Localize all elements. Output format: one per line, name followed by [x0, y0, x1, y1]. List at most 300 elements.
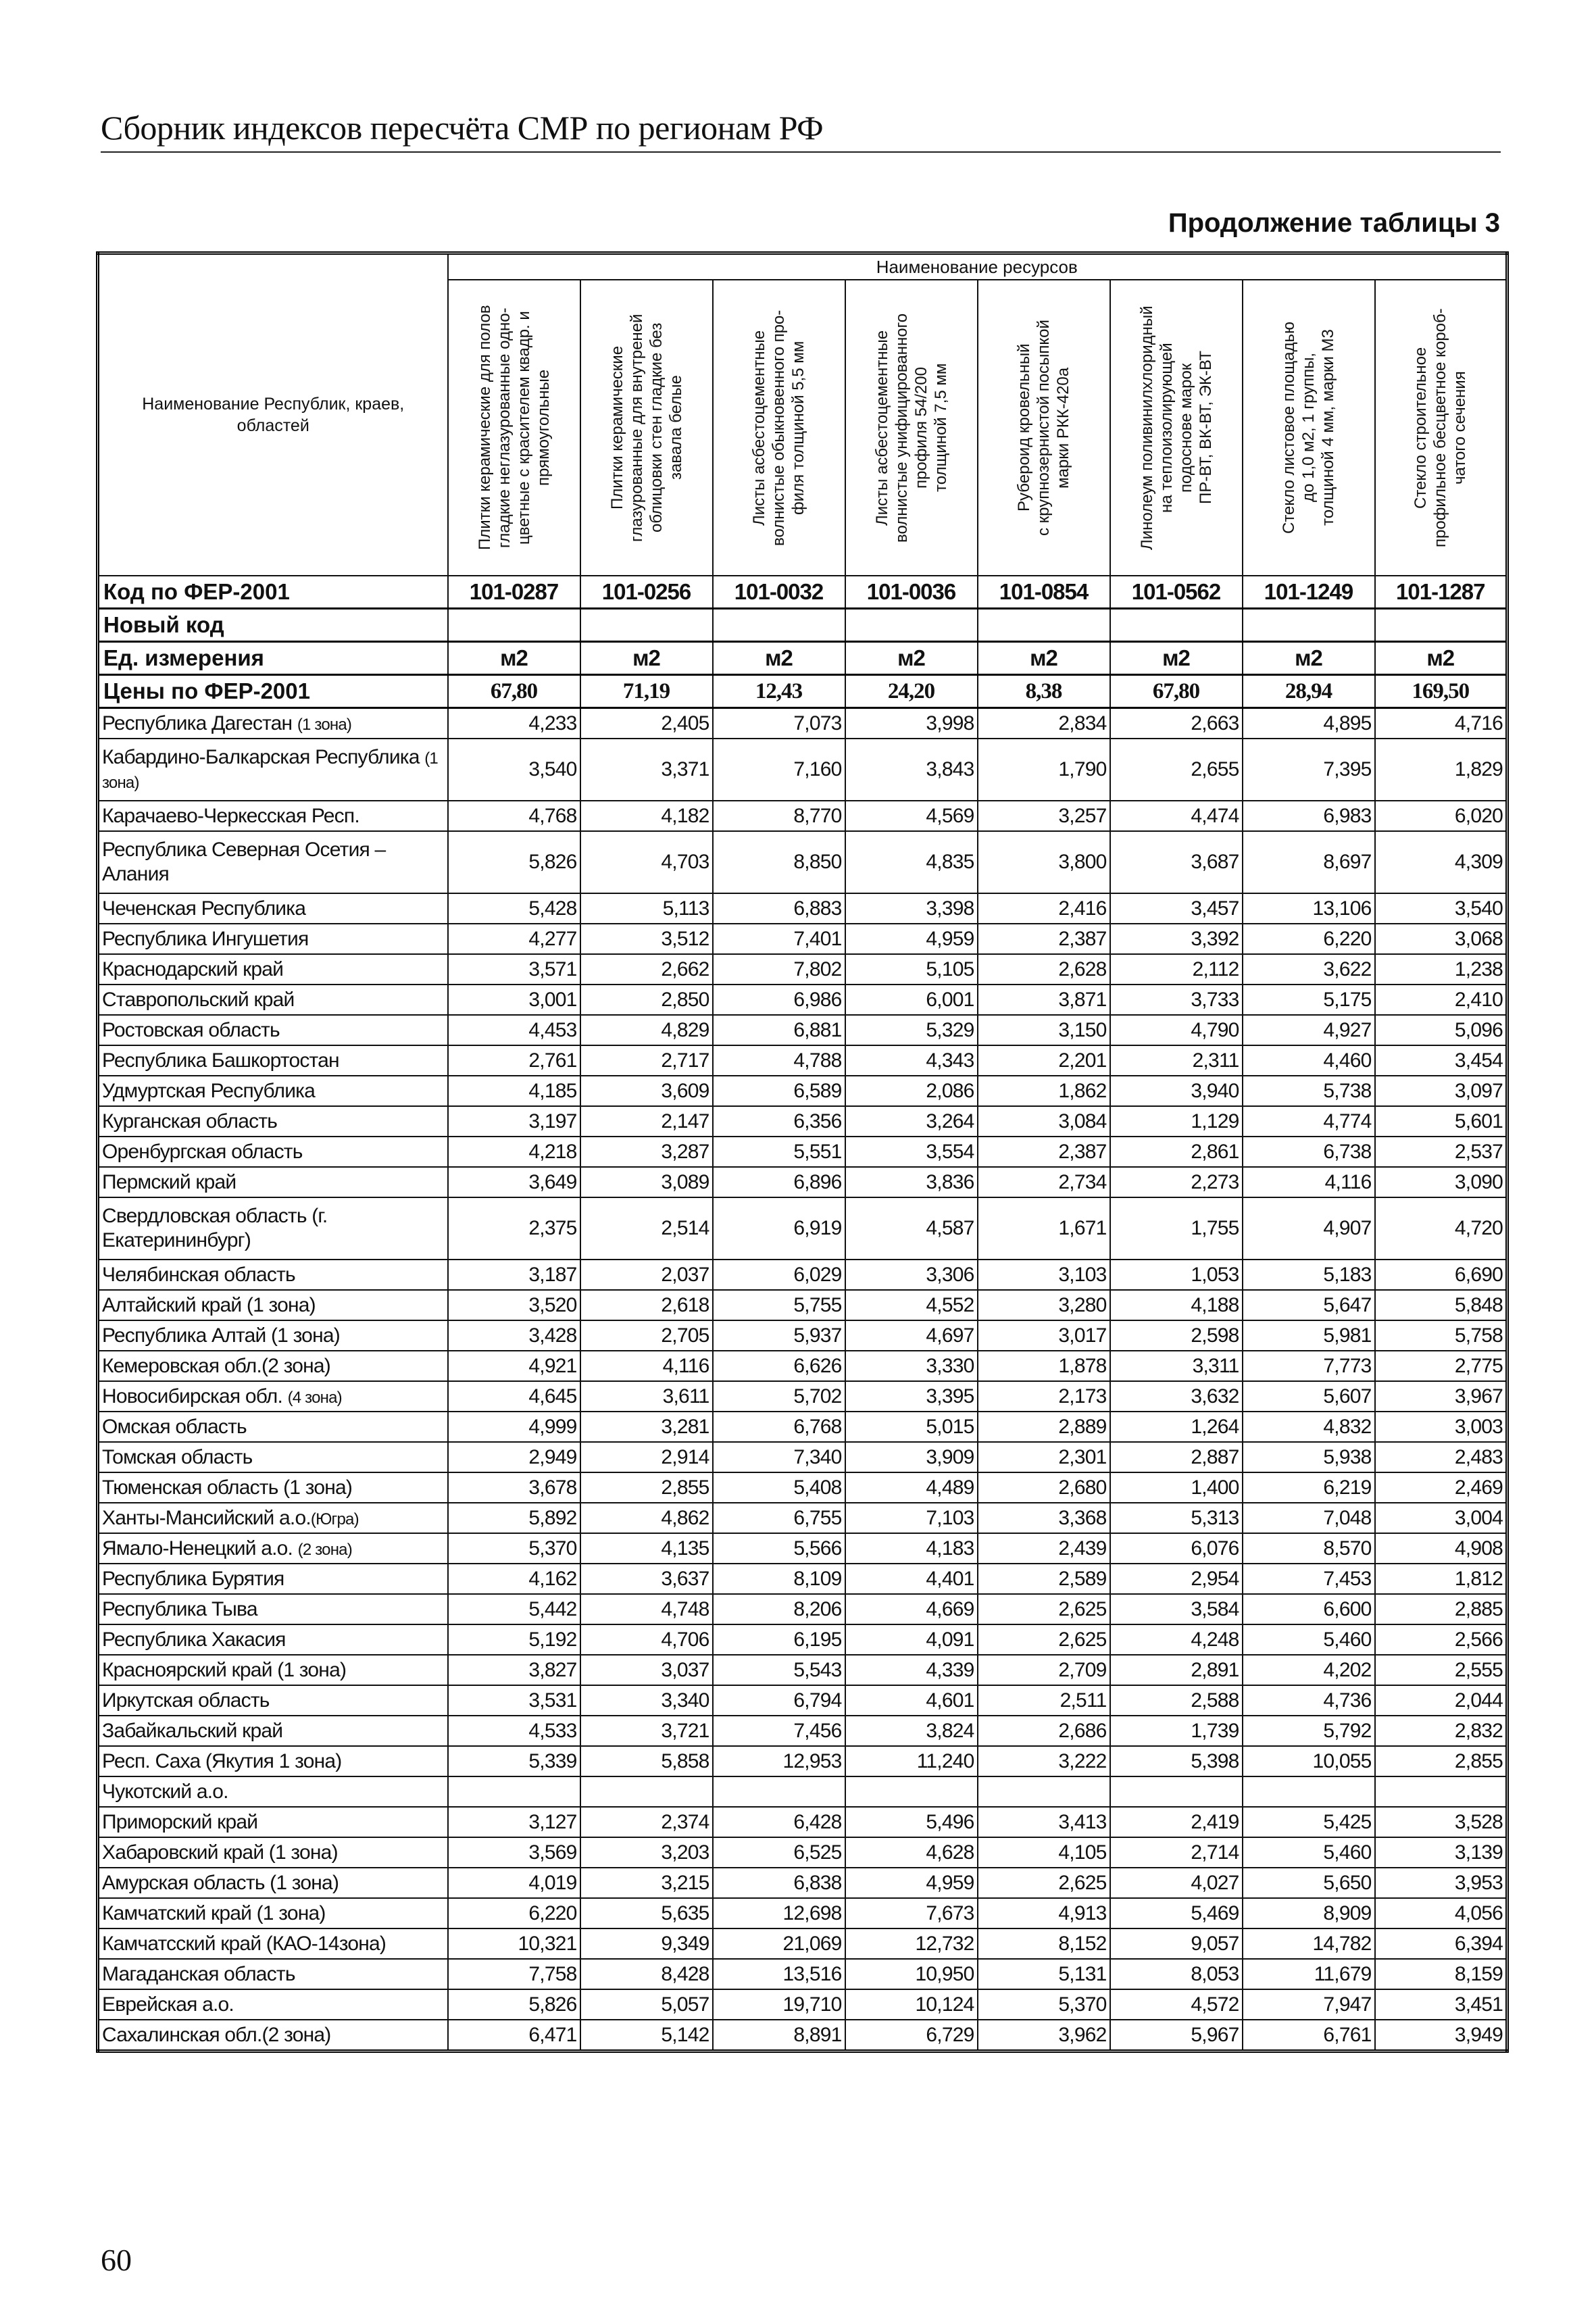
index-value-cell: 4,628: [845, 1837, 978, 1868]
index-value-cell: 8,770: [713, 801, 845, 831]
region-name: Амурская область (1 зона): [102, 1871, 339, 1894]
index-value-cell: 6,768: [713, 1412, 845, 1442]
new-code-cell: [448, 609, 580, 642]
index-value-cell: 3,632: [1110, 1381, 1243, 1412]
index-value-cell: 6,356: [713, 1106, 845, 1137]
index-value-cell: 3,001: [448, 985, 580, 1015]
table-row: [98, 1260, 1507, 1290]
resource-column-header: [448, 280, 580, 576]
table-row: [98, 1716, 1507, 1746]
index-value-cell: 3,398: [845, 893, 978, 924]
region-name-cell: [98, 1685, 448, 1716]
index-value-cell: 4,697: [845, 1320, 978, 1351]
resource-column-header: [1243, 280, 1375, 576]
table-row: [98, 1928, 1507, 1959]
price-label: Цены по ФЕР-2001: [98, 675, 448, 708]
table-row: [98, 1959, 1507, 1989]
region-name-cell: [98, 1746, 448, 1776]
table-row: [98, 1472, 1507, 1503]
index-value-cell: 4,185: [448, 1076, 580, 1106]
index-value-cell: 1,129: [1110, 1106, 1243, 1137]
index-value-cell: 2,717: [580, 1045, 713, 1076]
index-value-cell: 6,589: [713, 1076, 845, 1106]
index-value-cell: 4,569: [845, 801, 978, 831]
region-name: Ханты-Мансийский а.о.: [102, 1506, 311, 1529]
region-name-cell: [98, 1959, 448, 1989]
region-name-cell: [98, 1898, 448, 1928]
index-value-cell: 2,628: [978, 954, 1110, 985]
index-value-cell: 2,439: [978, 1533, 1110, 1564]
region-name: Республика Алтай (1 зона): [102, 1324, 340, 1347]
index-value-cell: 7,773: [1243, 1351, 1375, 1381]
index-value-cell: 14,782: [1243, 1928, 1375, 1959]
region-name-cell: [98, 1989, 448, 2020]
index-value-cell: 9,349: [580, 1928, 713, 1959]
index-value-cell: 4,601: [845, 1685, 978, 1716]
index-value-cell: 3,622: [1243, 954, 1375, 985]
index-value-cell: 6,983: [1243, 801, 1375, 831]
index-value-cell: 3,721: [580, 1716, 713, 1746]
index-value-cell: 2,311: [1110, 1045, 1243, 1076]
index-value-cell: 3,609: [580, 1076, 713, 1106]
index-value-cell: 7,673: [845, 1898, 978, 1928]
table-row: [98, 2020, 1507, 2051]
index-value-cell: 6,076: [1110, 1533, 1243, 1564]
index-value-cell: 5,370: [448, 1533, 580, 1564]
index-value-cell: 2,555: [1375, 1655, 1507, 1685]
index-value-cell: 21,069: [713, 1928, 845, 1959]
new-code-label: Новый код: [98, 609, 448, 642]
index-value-cell: 5,408: [713, 1472, 845, 1503]
region-name-cell: [98, 1197, 448, 1260]
index-value-cell: 4,999: [448, 1412, 580, 1442]
index-value-cell: 3,512: [580, 924, 713, 954]
code-cell: 101-1287: [1375, 576, 1507, 609]
index-value-cell: 2,537: [1375, 1137, 1507, 1167]
region-name: Кемеровская обл.(2 зона): [102, 1354, 331, 1377]
region-zone-note: (2 зона): [297, 1540, 352, 1559]
index-value-cell: 4,862: [580, 1503, 713, 1533]
new-code-cell: [978, 609, 1110, 642]
index-value-cell: 4,343: [845, 1045, 978, 1076]
region-name: Сахалинская обл.(2 зона): [102, 2023, 331, 2046]
index-value-cell: [713, 1776, 845, 1807]
region-name: Хабаровский край (1 зона): [102, 1841, 338, 1864]
region-name: Омская область: [102, 1415, 247, 1438]
region-name: Республика Бурятия: [102, 1567, 284, 1590]
region-name-cell: [98, 1320, 448, 1351]
region-zone-note: (1 зона): [297, 715, 352, 734]
index-value-cell: 7,453: [1243, 1564, 1375, 1594]
index-value-cell: 7,160: [713, 739, 845, 801]
index-value-cell: 6,794: [713, 1685, 845, 1716]
index-value-cell: [978, 1776, 1110, 1807]
table-row: [98, 1290, 1507, 1320]
index-value-cell: 3,222: [978, 1746, 1110, 1776]
index-value-cell: 5,425: [1243, 1807, 1375, 1837]
index-value-cell: 6,220: [1243, 924, 1375, 954]
index-value-cell: 13,516: [713, 1959, 845, 1989]
index-value-cell: 13,106: [1243, 893, 1375, 924]
index-value-cell: 2,173: [978, 1381, 1110, 1412]
region-name: Республика Дагестан: [102, 712, 297, 735]
index-value-cell: 7,401: [713, 924, 845, 954]
table-row: [98, 1442, 1507, 1472]
index-value-cell: 10,124: [845, 1989, 978, 2020]
table-row: [98, 924, 1507, 954]
index-value-cell: 6,020: [1375, 801, 1507, 831]
index-value-cell: 5,428: [448, 893, 580, 924]
index-value-cell: 4,720: [1375, 1197, 1507, 1260]
table-row: [98, 739, 1507, 801]
table-continuation-caption: Продолжение таблицы 3: [1168, 208, 1500, 238]
index-value-cell: 2,775: [1375, 1351, 1507, 1381]
index-value-cell: 4,748: [580, 1594, 713, 1624]
index-value-cell: 1,812: [1375, 1564, 1507, 1594]
index-value-cell: 3,953: [1375, 1868, 1507, 1898]
price-row: [98, 675, 1507, 708]
index-value-cell: 7,073: [713, 708, 845, 739]
index-value-cell: 3,368: [978, 1503, 1110, 1533]
index-value-cell: 3,150: [978, 1015, 1110, 1045]
new-code-cell: [713, 609, 845, 642]
unit-cell: м2: [1110, 642, 1243, 675]
index-value-cell: 7,395: [1243, 739, 1375, 801]
index-value-cell: 3,457: [1110, 893, 1243, 924]
index-value-cell: 3,520: [448, 1290, 580, 1320]
index-value-cell: 3,215: [580, 1868, 713, 1898]
index-value-cell: 10,950: [845, 1959, 978, 1989]
index-value-cell: 2,662: [580, 954, 713, 985]
index-value-cell: 2,761: [448, 1045, 580, 1076]
index-value-cell: 1,878: [978, 1351, 1110, 1381]
index-value-cell: 2,885: [1375, 1594, 1507, 1624]
index-value-cell: 6,881: [713, 1015, 845, 1045]
index-value-cell: 11,679: [1243, 1959, 1375, 1989]
table-row: [98, 893, 1507, 924]
index-value-cell: 5,496: [845, 1807, 978, 1837]
region-name: Иркутская область: [102, 1689, 270, 1712]
index-value-cell: 11,240: [845, 1746, 978, 1776]
price-cell: 67,80: [1110, 675, 1243, 708]
index-value-cell: 5,543: [713, 1655, 845, 1685]
index-value-cell: 3,203: [580, 1837, 713, 1868]
index-value-cell: 6,986: [713, 985, 845, 1015]
index-value-cell: 19,710: [713, 1989, 845, 2020]
region-name-cell: [98, 985, 448, 1015]
table-row: [98, 1137, 1507, 1167]
index-value-cell: 5,096: [1375, 1015, 1507, 1045]
index-value-cell: 6,729: [845, 2020, 978, 2051]
index-value-cell: 4,474: [1110, 801, 1243, 831]
table-row: [98, 1868, 1507, 1898]
table-row: [98, 1807, 1507, 1837]
index-value-cell: 6,394: [1375, 1928, 1507, 1959]
unit-row: [98, 642, 1507, 675]
region-name: Ставропольский край: [102, 988, 295, 1011]
table-row: [98, 1412, 1507, 1442]
index-value-cell: 4,248: [1110, 1624, 1243, 1655]
index-value-cell: 3,733: [1110, 985, 1243, 1015]
index-value-cell: 5,370: [978, 1989, 1110, 2020]
region-name: Республика Тыва: [102, 1597, 257, 1620]
index-value-cell: 2,889: [978, 1412, 1110, 1442]
index-value-cell: 2,588: [1110, 1685, 1243, 1716]
index-value-cell: 3,395: [845, 1381, 978, 1412]
resource-name: Стекло листовое площадью до 1,0 м2, 1 группы, толщиной 4 мм, марки М3: [1280, 322, 1337, 534]
index-value-cell: 4,027: [1110, 1868, 1243, 1898]
resource-column-header: [1375, 280, 1507, 576]
region-name: Курганская область: [102, 1110, 278, 1132]
index-value-cell: 5,792: [1243, 1716, 1375, 1746]
index-value-cell: 4,218: [448, 1137, 580, 1167]
resource-column-header: [978, 280, 1110, 576]
index-value-cell: 2,705: [580, 1320, 713, 1351]
index-value-cell: 2,663: [1110, 708, 1243, 739]
new-code-row: [98, 609, 1507, 642]
resource-column-header: [1110, 280, 1243, 576]
index-value-cell: 3,004: [1375, 1503, 1507, 1533]
region-name-cell: [98, 739, 448, 801]
index-value-cell: 4,135: [580, 1533, 713, 1564]
index-value-cell: 4,790: [1110, 1015, 1243, 1045]
new-code-cell: [1375, 609, 1507, 642]
table-row: [98, 1624, 1507, 1655]
region-name-cell: [98, 1260, 448, 1290]
index-value-cell: 3,454: [1375, 1045, 1507, 1076]
index-value-cell: 4,706: [580, 1624, 713, 1655]
region-name: Еврейская а.о.: [102, 1993, 234, 2016]
region-name: Республика Хакасия: [102, 1628, 286, 1651]
index-value-cell: 4,105: [978, 1837, 1110, 1868]
index-value-cell: 3,281: [580, 1412, 713, 1442]
index-value-cell: 4,182: [580, 801, 713, 831]
index-value-cell: 2,686: [978, 1716, 1110, 1746]
index-value-cell: 3,257: [978, 801, 1110, 831]
index-value-cell: 3,687: [1110, 831, 1243, 893]
index-value-cell: 3,800: [978, 831, 1110, 893]
index-value-cell: 2,887: [1110, 1442, 1243, 1472]
index-value-cell: 3,451: [1375, 1989, 1507, 2020]
index-value-cell: 4,202: [1243, 1655, 1375, 1685]
unit-cell: м2: [448, 642, 580, 675]
index-value-cell: 6,838: [713, 1868, 845, 1898]
index-value-cell: 7,103: [845, 1503, 978, 1533]
unit-cell: м2: [713, 642, 845, 675]
code-row: [98, 576, 1507, 609]
index-value-cell: [1110, 1776, 1243, 1807]
region-name-cell: [98, 954, 448, 985]
index-value-cell: 4,309: [1375, 831, 1507, 893]
index-value-cell: 3,311: [1110, 1351, 1243, 1381]
resource-column-header: [713, 280, 845, 576]
table-row: [98, 801, 1507, 831]
index-value-cell: 3,197: [448, 1106, 580, 1137]
index-value-cell: 5,339: [448, 1746, 580, 1776]
index-value-cell: 8,850: [713, 831, 845, 893]
index-value-cell: 8,053: [1110, 1959, 1243, 1989]
index-value-cell: 4,703: [580, 831, 713, 893]
region-name-cell: [98, 831, 448, 893]
index-value-cell: 5,329: [845, 1015, 978, 1045]
index-value-cell: 5,647: [1243, 1290, 1375, 1320]
region-name: Тюменская область (1 зона): [102, 1476, 353, 1499]
index-value-cell: 5,848: [1375, 1290, 1507, 1320]
index-value-cell: 1,739: [1110, 1716, 1243, 1746]
index-value-cell: 1,829: [1375, 739, 1507, 801]
index-value-cell: 5,702: [713, 1381, 845, 1412]
index-value-cell: 7,758: [448, 1959, 580, 1989]
region-name: Забайкальский край: [102, 1719, 283, 1742]
region-name: Алтайский край (1 зона): [102, 1293, 316, 1316]
index-value-cell: 5,938: [1243, 1442, 1375, 1472]
index-value-cell: 4,774: [1243, 1106, 1375, 1137]
index-value-cell: 3,280: [978, 1290, 1110, 1320]
header-row-title: [98, 253, 1507, 280]
index-value-cell: 4,116: [1243, 1167, 1375, 1197]
region-name-cell: [98, 1381, 448, 1412]
price-cell: 12,43: [713, 675, 845, 708]
code-cell: 101-0854: [978, 576, 1110, 609]
price-cell: 28,94: [1243, 675, 1375, 708]
index-value-cell: 4,835: [845, 831, 978, 893]
region-zone-note: (Югра): [310, 1510, 359, 1528]
index-value-cell: 3,584: [1110, 1594, 1243, 1624]
table-row: [98, 1776, 1507, 1807]
index-value-cell: 10,321: [448, 1928, 580, 1959]
index-value-cell: 5,607: [1243, 1381, 1375, 1412]
unit-cell: м2: [1243, 642, 1375, 675]
code-cell: 101-0032: [713, 576, 845, 609]
index-value-cell: [448, 1776, 580, 1807]
region-name: Карачаево-Черкесская Респ.: [102, 804, 359, 827]
index-value-cell: 2,834: [978, 708, 1110, 739]
region-name-cell: [98, 1290, 448, 1320]
index-value-cell: 3,824: [845, 1716, 978, 1746]
index-value-cell: 2,861: [1110, 1137, 1243, 1167]
index-value-cell: 1,862: [978, 1076, 1110, 1106]
region-name: Камчатский край (1 зона): [102, 1901, 326, 1924]
region-name: Чукотский а.о.: [102, 1780, 228, 1803]
price-cell: 67,80: [448, 675, 580, 708]
unit-cell: м2: [580, 642, 713, 675]
index-value-cell: 5,967: [1110, 2020, 1243, 2051]
table-row: [98, 1197, 1507, 1260]
index-value-cell: 4,533: [448, 1716, 580, 1746]
region-name: Челябинская область: [102, 1263, 295, 1286]
index-value-cell: 5,551: [713, 1137, 845, 1167]
index-value-cell: 3,871: [978, 985, 1110, 1015]
index-value-cell: 1,053: [1110, 1260, 1243, 1290]
index-value-cell: 2,374: [580, 1807, 713, 1837]
index-value-cell: 3,571: [448, 954, 580, 985]
region-name-cell: [98, 1716, 448, 1746]
region-name-cell: [98, 1564, 448, 1594]
resource-name: Листы асбестоцементные волнистые унифицированного профиля 54/200 толщиной 7,5 мм: [872, 313, 950, 543]
resource-column-header: [580, 280, 713, 576]
index-value-cell: 4,277: [448, 924, 580, 954]
resource-name: Рубероид кровельный с крупнозернистой посыпкой марки РКК-420а: [1015, 320, 1072, 536]
index-value-cell: 2,147: [580, 1106, 713, 1137]
index-value-cell: 12,698: [713, 1898, 845, 1928]
index-value-cell: 10,055: [1243, 1746, 1375, 1776]
index-value-cell: 2,410: [1375, 985, 1507, 1015]
region-name: Республика Башкортостан: [102, 1049, 339, 1072]
index-value-cell: 2,416: [978, 893, 1110, 924]
regional-index-table: [96, 251, 1509, 2053]
index-value-cell: 7,340: [713, 1442, 845, 1472]
index-value-cell: 3,287: [580, 1137, 713, 1167]
index-value-cell: 5,057: [580, 1989, 713, 2020]
index-value-cell: 2,419: [1110, 1807, 1243, 1837]
price-cell: 71,19: [580, 675, 713, 708]
index-value-cell: 3,097: [1375, 1076, 1507, 1106]
unit-cell: м2: [845, 642, 978, 675]
index-value-cell: 6,919: [713, 1197, 845, 1260]
index-value-cell: 8,909: [1243, 1898, 1375, 1928]
index-value-cell: 4,788: [713, 1045, 845, 1076]
region-name: Удмуртская Республика: [102, 1079, 316, 1102]
index-value-cell: 3,998: [845, 708, 978, 739]
region-name-cell: [98, 2020, 448, 2051]
index-value-cell: [845, 1776, 978, 1807]
region-name-cell: [98, 1137, 448, 1167]
index-value-cell: 6,761: [1243, 2020, 1375, 2051]
index-value-cell: 8,697: [1243, 831, 1375, 893]
index-value-cell: 4,233: [448, 708, 580, 739]
index-value-cell: 3,540: [448, 739, 580, 801]
index-value-cell: 6,428: [713, 1807, 845, 1837]
index-value-cell: 5,566: [713, 1533, 845, 1564]
index-value-cell: 5,892: [448, 1503, 580, 1533]
index-value-cell: 5,755: [713, 1290, 845, 1320]
region-name: Свердловская область (г. Екатерининбург): [102, 1205, 328, 1251]
index-value-cell: 4,959: [845, 1868, 978, 1898]
index-value-cell: 1,790: [978, 739, 1110, 801]
code-label: Код по ФЕР-2001: [98, 576, 448, 609]
index-value-cell: 2,680: [978, 1472, 1110, 1503]
index-value-cell: 5,442: [448, 1594, 580, 1624]
index-value-cell: 2,625: [978, 1594, 1110, 1624]
index-value-cell: 2,598: [1110, 1320, 1243, 1351]
table-row: [98, 1898, 1507, 1928]
price-cell: 8,38: [978, 675, 1110, 708]
index-value-cell: 2,514: [580, 1197, 713, 1260]
index-value-cell: 4,921: [448, 1351, 580, 1381]
unit-cell: м2: [1375, 642, 1507, 675]
index-value-cell: 3,909: [845, 1442, 978, 1472]
region-name-cell: [98, 1776, 448, 1807]
index-value-cell: 3,103: [978, 1260, 1110, 1290]
index-value-cell: 4,552: [845, 1290, 978, 1320]
index-value-cell: 8,891: [713, 2020, 845, 2051]
table-row: [98, 1989, 1507, 2020]
index-value-cell: 2,709: [978, 1655, 1110, 1685]
index-value-cell: 5,601: [1375, 1106, 1507, 1137]
region-name-cell: [98, 1045, 448, 1076]
unit-label: Ед. измерения: [98, 642, 448, 675]
index-value-cell: 6,755: [713, 1503, 845, 1533]
index-value-cell: 4,116: [580, 1351, 713, 1381]
index-value-cell: 3,611: [580, 1381, 713, 1412]
index-value-cell: 2,655: [1110, 739, 1243, 801]
index-value-cell: 5,858: [580, 1746, 713, 1776]
index-value-cell: 4,716: [1375, 708, 1507, 739]
region-name: Респ. Саха (Якутия 1 зона): [102, 1749, 342, 1772]
table-row: [98, 1533, 1507, 1564]
index-value-cell: 4,669: [845, 1594, 978, 1624]
index-value-cell: 8,159: [1375, 1959, 1507, 1989]
